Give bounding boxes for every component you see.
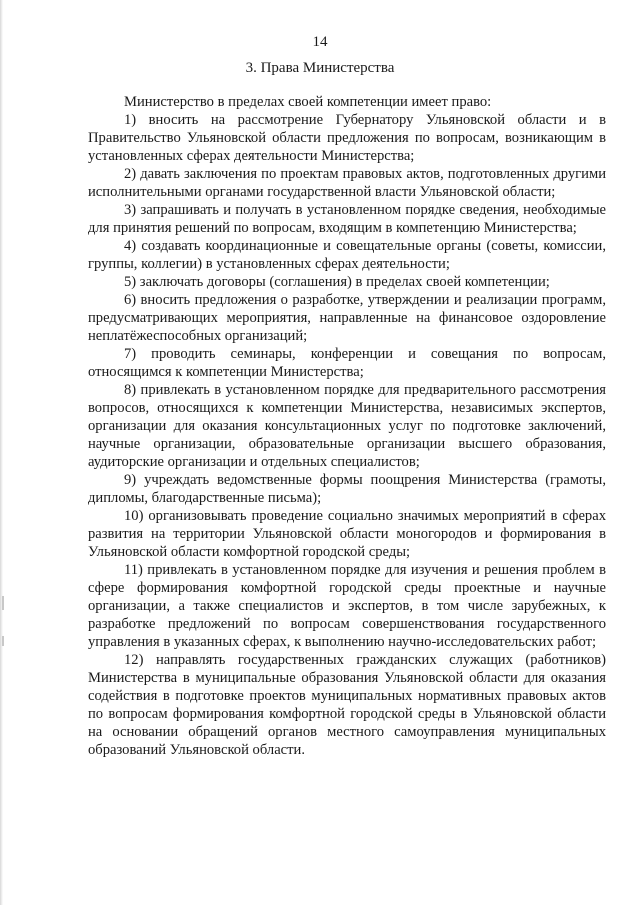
list-item: 11) привлекать в установленном порядке для изучения и решения проблем в сфере формирования комфортной городской среды проектные и научные организации, а также специалистов и экспертов, в том числе зарубежных, к разработке предложений по вопросам совершенствования государственного управления в указанных сферах, к выполнению научно-исследовательских работ; (88, 562, 606, 650)
intro-paragraph: Министерство в пределах своей компетенции имеет право: (124, 94, 492, 110)
list-item: 9) учреждать ведомственные формы поощрения Министерства (грамоты, дипломы, благодарственные письма); (88, 472, 606, 506)
list-item: 4) создавать координационные и совещательные органы (советы, комиссии, группы, коллегии) в установленных сферах деятельности; (88, 238, 606, 272)
list-item: 2) давать заключения по проектам правовых актов, подготовленных другими исполнительными органами государственной власти Ульяновской области; (88, 166, 606, 200)
list-item: 3) запрашивать и получать в установленном порядке сведения, необходимые для принятия решений по вопросам, входящим в компетенцию Министерства; (88, 202, 606, 236)
scan-mark (2, 636, 4, 646)
list-item: 12) направлять государственных гражданских служащих (работников) Министерства в муниципальные образования Ульяновской области для оказания содействия в подготовке проектов муниципальных нормативных правовых актов по вопросам формирования комфортной городской среды в Ульяновской области на основании обращений органов местного самоуправления муниципальных образований Ульяновской области. (88, 652, 606, 758)
list-item: 7) проводить семинары, конференции и совещания по вопросам, относящимся к компетенции Министерства; (88, 346, 606, 380)
list-item: 8) привлекать в установленном порядке для предварительного рассмотрения вопросов, относящихся к компетенции Министерства, независимых экспертов, организации для оказания консультационных услуг по подготовке заключений, научные организации, образовательные организации высшего образования, аудиторские организации и отдельных специалистов; (88, 382, 606, 470)
document-body (88, 93, 606, 759)
page-number: 14 (312, 34, 328, 50)
list-item: 5) заключать договоры (соглашения) в пределах своей компетенции; (124, 274, 550, 290)
scan-edge (0, 0, 3, 905)
scan-mark (2, 596, 4, 610)
list-item: 10) организовывать проведение социально значимых мероприятий в сферах развития на территории Ульяновской области моногородов и формирования в Ульяновской области комфортной городской среды; (88, 508, 606, 560)
list-item: 1) вносить на рассмотрение Губернатору Ульяновской области и в Правительство Ульяновской области предложения по вопросам, возникающим в установленных сферах деятельности Министерства; (88, 112, 606, 164)
section-title: 3. Права Министерства (245, 60, 395, 76)
list-item: 6) вносить предложения о разработке, утверждении и реализации программ, предусматривающих мероприятия, направленные на финансовое оздоровление неплатёжеспособных организаций; (88, 292, 606, 344)
